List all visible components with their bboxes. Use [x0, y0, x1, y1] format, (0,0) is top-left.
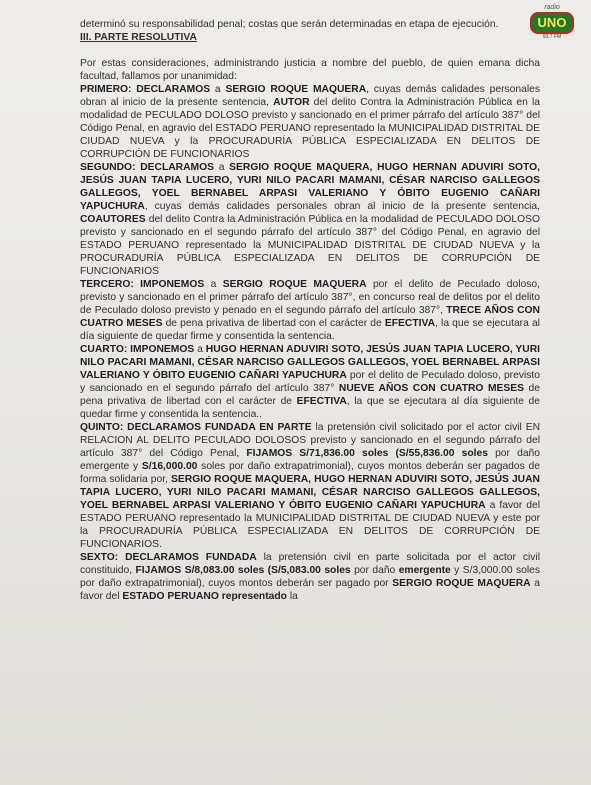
tercero-name: SERGIO ROQUE MAQUERA: [222, 279, 367, 290]
sexto-text-4: a favor del: [80, 578, 540, 602]
cuarto-paragraph: [80, 343, 540, 421]
tercero-text-2: por el delito de Peculado doloso, previsto y sancionado en el primer párrafo del artículo 387°, en concurso real de delitos por el delito de Peculado doloso previsto y penado en el segundo párrafo del artículo 387°,: [80, 279, 541, 316]
quinto-lead: QUINTO: DECLARAMOS FUNDADA EN PARTE: [80, 422, 312, 433]
tercero-text-1: a: [204, 279, 223, 290]
cuarto-text-4: , la que se ejecutara al día siguiente de quedar firme y consentida la sentencia..: [80, 396, 540, 420]
primero-lead: PRIMERO: DECLARAMOS: [80, 84, 211, 95]
primero-paragraph: [80, 83, 540, 161]
primero-text-2: , cuyas demás calidades personales obran al inicio de la presente sentencia,: [80, 84, 541, 108]
sexto-text-3: y S/3,000.00 soles por daño extrapatrimonial), cuyos montos deberán ser pagado por: [80, 565, 541, 589]
segundo-text-3: del delito Contra la Administración Pública en la modalidad de PECULADO DOLOSO previsto y sancionado en el segundo párrafo del artículo 387° del Código Penal, en agravio del ESTADO PERUANO representado la MUNICIPALIDAD DISTRITAL DE CIUDAD NUEVA y la PROCURADURÍA PÚBLICA ESPECIALIZADA EN DELITOS DE CORRUPCIÓN DE FUNCIONARIOS: [80, 214, 540, 277]
tercero-effective: EFECTIVA: [384, 318, 436, 329]
sexto-emergente: emergente: [398, 565, 451, 576]
quinto-text-2: por daño emergente y: [80, 448, 541, 472]
tercero-paragraph: [80, 278, 540, 343]
sexto-lead: SEXTO: DECLARAMOS FUNDADA: [80, 552, 257, 563]
segundo-text-2: , cuyas demás calidades personales obran al inicio de la presente sentencia,: [144, 201, 540, 212]
quinto-text-3: soles por daño extrapatrimonial), cuyos montos deberán ser pagados de forma solidaria por,: [80, 461, 540, 485]
document-body: [80, 18, 540, 603]
cuarto-sentence: NUEVE AÑOS CON CUATRO MESES: [338, 383, 525, 394]
sexto-paragraph: [80, 551, 540, 603]
quinto-amount-2: S/16,000.00: [141, 461, 198, 472]
cuarto-names: HUGO HERNAN ADUVIRI SOTO, JESÚS JUAN TAPIA LUCERO, YURI NILO PACARI MAMANI, CÉSAR NARCISO GALLEGOS GALLEGOS, YOEL BERNABEL ARPASI VALERIANO Y ÓBITO EUGENIO CAÑARI YAPUCHURA: [80, 344, 540, 381]
tercero-text-3: de pena privativa de libertad con el carácter de: [162, 318, 385, 329]
primero-text-3: del delito Contra la Administración Pública en la modalidad de PECULADO DOLOSO previsto y sancionado en el primer párrafo del artículo 387° del Código Penal, en agravio del ESTADO PERUANO representado la MUNICIPALIDAD DISTRITAL DE CIUDAD NUEVA y la PROCURADURÍA PÚBLICA ESPECIALIZADA EN DELITOS DE CORRUPCIÓN DE FUNCIONARIOS: [80, 97, 540, 160]
sexto-amount: FIJAMOS S/8,083.00 soles (S/5,083.00 soles: [135, 565, 351, 576]
primero-name: SERGIO ROQUE MAQUERA: [225, 84, 367, 95]
sexto-text-1: la pretensión civil en parte solicitada por el actor civil constituido,: [80, 552, 540, 576]
tercero-sentence: TRECE AÑOS CON CUATRO MESES: [80, 305, 540, 329]
segundo-lead: SEGUNDO: DECLARAMOS: [80, 162, 214, 173]
cuarto-text-1: a: [194, 344, 206, 355]
logo-name: UNO: [530, 12, 575, 34]
cuarto-effective: EFECTIVA: [296, 396, 347, 407]
segundo-text-1: a: [214, 162, 230, 173]
quinto-names: SERGIO ROQUE MAQUERA, HUGO HERNAN ADUVIRI SOTO, JESÚS JUAN TAPIA LUCERO, YURI NILO PACARI MAMANI, CÉSAR NARCISO GALLEGOS GALLEGOS, YOEL BERNABEL ARPASI VALERIANO Y ÓBITO EUGENIO CAÑARI YAPUCHURA: [80, 474, 540, 511]
logo-frequency: 93.7 FM: [542, 34, 562, 40]
sexto-estado: ESTADO PERUANO representado: [122, 591, 287, 602]
quinto-paragraph: [80, 421, 540, 551]
primero-role: AUTOR: [273, 97, 310, 108]
preamble-paragraph: Por estas consideraciones, administrando justicia a nombre del pueblo, de quien emana dicha facultad, fallamos por unanimidad:: [80, 58, 540, 82]
cuarto-lead: CUARTO: IMPONEMOS: [80, 344, 195, 355]
tercero-text-4: , la que se ejecutara al día siguiente de quedar firme y consentida la sentencia.: [80, 318, 540, 342]
segundo-paragraph: [80, 161, 540, 278]
logo-radio-text: radio: [544, 4, 560, 11]
sexto-name: SERGIO ROQUE MAQUERA: [392, 578, 531, 589]
sexto-text-5: la: [286, 591, 298, 602]
quinto-text-1: la pretensión civil solicitado por el actor civil EN RELACION AL DELITO PECULADO DOLOSOS previsto y sancionado en el segundo párrafo del artículo 387° del Código Penal,: [80, 422, 541, 459]
primero-text-1: a: [210, 84, 226, 95]
tercero-lead: TERCERO: IMPONEMOS: [80, 279, 205, 290]
section-heading: III. PARTE RESOLUTIVA: [80, 32, 197, 43]
quinto-text-4: a favor del ESTADO PERUANO representado la MUNICIPALIDAD DISTRITAL DE CIUDAD NUEVA y este por la PROCURADURÍA PÚBLICA ESPECIALIZADA EN DELITOS DE CORRUPCIÓN DE FUNCIONARIOS.: [80, 500, 540, 550]
sexto-text-2: por daño: [350, 565, 399, 576]
segundo-names: SERGIO ROQUE MAQUERA, HUGO HERNAN ADUVIRI SOTO, JESÚS JUAN TAPIA LUCERO, YURI NILO PACARI MAMANI, CÉSAR NARCISO GALLEGOS GALLEGOS, YOEL BERNABEL ARPASI VALERIANO Y ÓBITO EUGENIO CAÑARI YAPUCHURA: [80, 162, 540, 212]
segundo-role: COAUTORES: [80, 214, 146, 225]
intro-paragraph: determinó su responsabilidad penal; costas que serán determinadas en etapa de ejecución.: [80, 19, 499, 30]
quinto-amount: FIJAMOS S/71,836.00 soles (S/55,836.00 soles: [246, 448, 488, 459]
cuarto-text-3: de pena privativa de libertad con el carácter de: [80, 383, 540, 407]
cuarto-text-2: por el delito de Peculado doloso, previsto y sancionado en el segundo párrafo del artículo 387°: [80, 370, 541, 394]
